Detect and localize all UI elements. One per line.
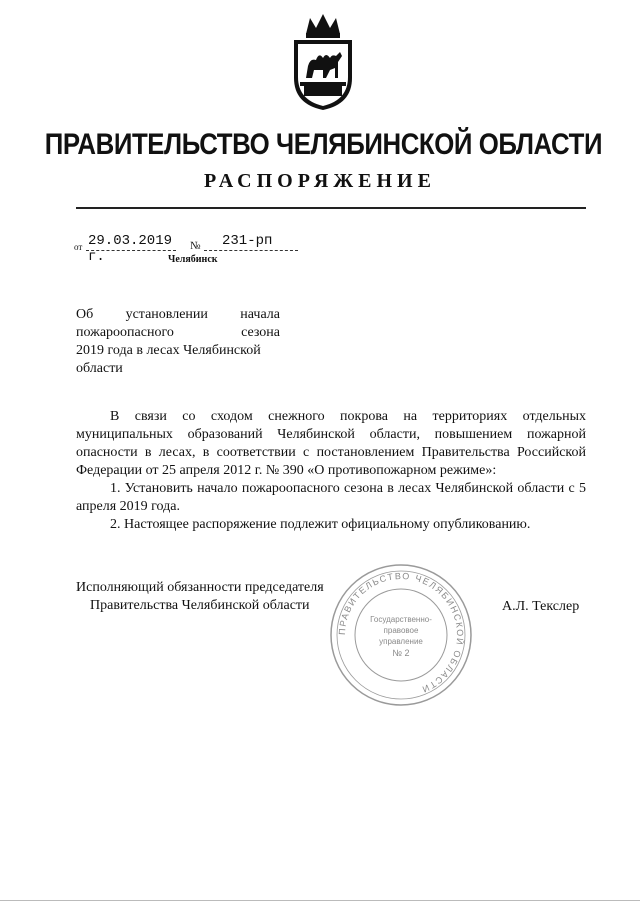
date-underline [86, 250, 176, 251]
subject-word: начала [240, 307, 280, 322]
seal-ring-text: ПРАВИТЕЛЬСТВО ЧЕЛЯБИНСКОЙ ОБЛАСТИ [336, 570, 466, 695]
official-seal [326, 560, 476, 710]
subject-line [76, 360, 280, 378]
body-paragraph: В связи со сходом снежного покрова на территориях отдельных муниципальных образований Челябинской области, повышением пожарной опасности в лесах, в соответствии с постановлением Правительства Российской Федерации от 25 апреля 2012 г. № 390 «О противопожарном режиме»: [76, 409, 586, 478]
document-body [76, 408, 586, 534]
seal-center-line3: управление [379, 637, 423, 646]
subject-word: пожароопасного [76, 325, 174, 340]
subject-word: 2019 года в лесах Челябинской [76, 343, 261, 358]
date-prefix: от [74, 242, 83, 252]
signer-position-line2: Правительства Челябинской области [90, 598, 310, 613]
subject-word: сезона [241, 325, 280, 340]
body-paragraph: 2. Настоящее распоряжение подлежит официальному опубликованию. [110, 517, 531, 532]
subject-word: Об [76, 307, 94, 322]
issue-city: Челябинск [168, 254, 218, 265]
seal-center-line2: правовое [383, 626, 419, 635]
signer-name: А.Л. Текслер [502, 599, 580, 614]
document-date: 29.03.2019 г. [88, 233, 173, 265]
subject-word: установлении [125, 307, 208, 322]
government-title: ПРАВИТЕЛЬСТВО ЧЕЛЯБИНСКОЙ ОБЛАСТИ [44, 128, 603, 161]
body-paragraph: 1. Установить начало пожароопасного сезона в лесах Челябинской области с 5 апреля 2019 года. [76, 481, 586, 514]
signer-position-line1: Исполняющий обязанности председателя [76, 580, 324, 595]
document-number: 231-рп [222, 233, 273, 249]
subject-line [76, 324, 280, 342]
subject-line [76, 306, 280, 324]
document-type-title: РАСПОРЯЖЕНИЕ [204, 170, 436, 192]
number-underline [204, 250, 298, 251]
seal-center-line1: Государственно- [370, 615, 432, 624]
page-bottom-edge [0, 900, 640, 901]
subject-line [76, 342, 280, 360]
seal-center-line4: № 2 [392, 648, 410, 658]
coat-of-arms-emblem [286, 12, 360, 112]
document-subject [76, 306, 280, 378]
subject-word: области [76, 361, 123, 376]
header-divider [76, 207, 586, 209]
number-prefix: № [190, 240, 201, 252]
